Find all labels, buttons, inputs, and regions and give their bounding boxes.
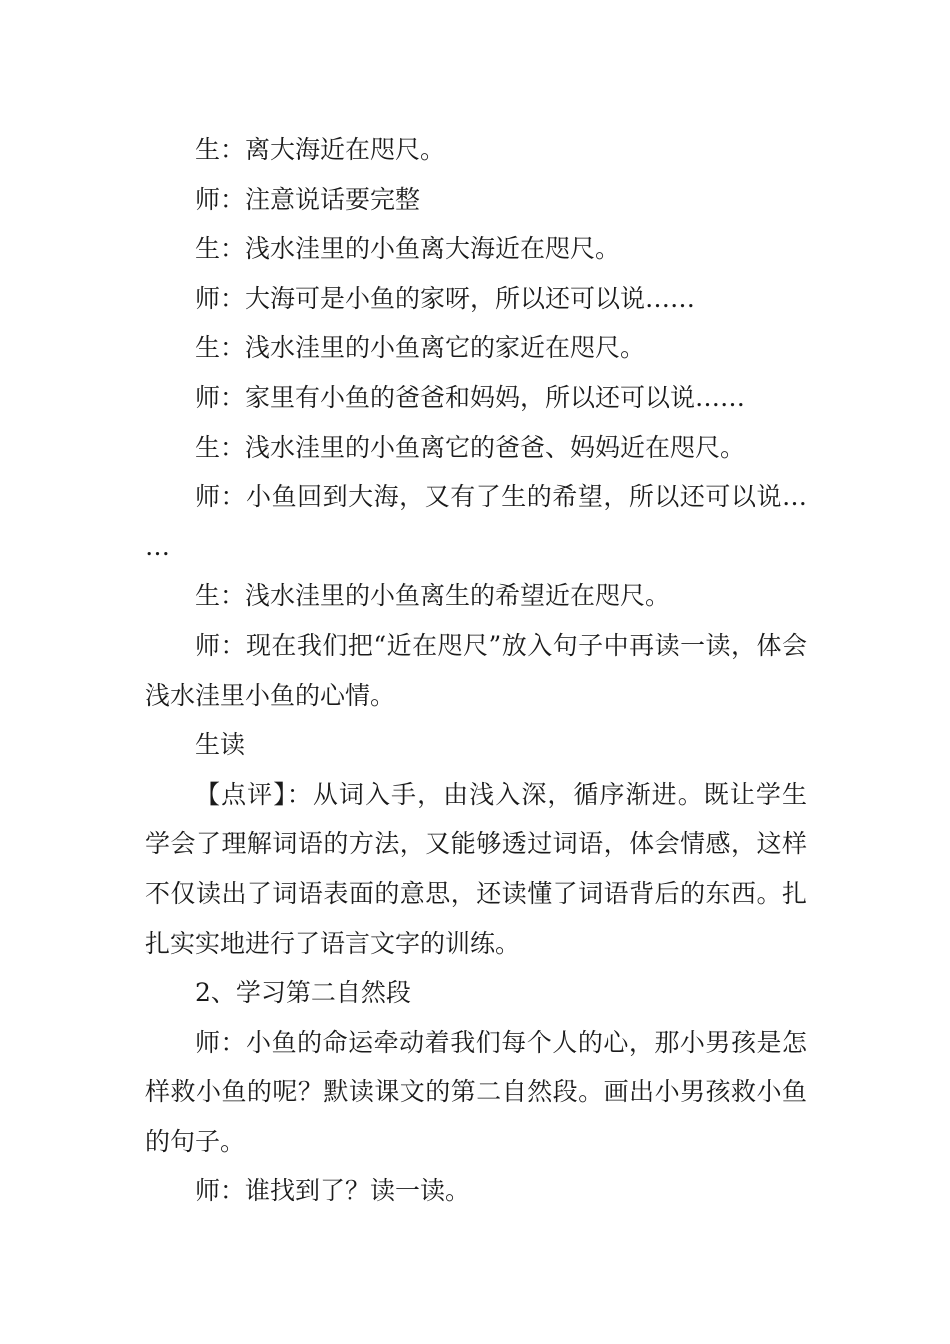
paragraph-student-answer-5: 生：浅水洼里的小鱼离生的希望近在咫尺。: [195, 581, 671, 611]
section-heading-second-paragraph: 2、学习第二自然段: [195, 978, 411, 1008]
paragraph-student-answer-3: 生：浅水洼里的小鱼离它的家近在咫尺。: [195, 333, 646, 363]
paragraph-teacher-prompt-7: 师：谁找到了？读一读。: [195, 1176, 471, 1206]
paragraph-teacher-prompt-5: 师：现在我们把“近在咫尺”放入句子中再读一读，体会浅水洼里小鱼的心情。: [145, 630, 807, 710]
paragraph-student-answer-1: 生：离大海近在咫尺。: [195, 135, 446, 164]
document-body: [145, 125, 807, 1216]
paragraph-student-answer-4: 生：浅水洼里的小鱼离它的爸爸、妈妈近在咫尺。: [195, 432, 746, 462]
paragraph-teacher-prompt-6: 师：小鱼的命运牵动着我们每个人的心，那小男孩是怎样救小鱼的呢？默读课文的第二自然段。画出小男孩救小鱼的句子。: [145, 1027, 807, 1156]
paragraph-teacher-prompt-2: 师：大海可是小鱼的家呀，所以还可以说……: [195, 283, 696, 313]
paragraph-teacher-prompt-3: 师：家里有小鱼的爸爸和妈妈，所以还可以说……: [195, 382, 746, 412]
paragraph-student-reads: 生读: [195, 730, 246, 760]
paragraph-student-answer-2: 生：浅水洼里的小鱼离大海近在咫尺。: [195, 234, 621, 264]
paragraph-commentary: 【点评】：从词入手，由浅入深，循序渐进。既让学生学会了理解词语的方法，又能够透过词语，体会情感，这样不仅读出了词语表面的意思，还读懂了词语背后的东西。扎扎实实地进行了语言文字的训练。: [145, 779, 807, 958]
paragraph-teacher-prompt-4: 师：小鱼回到大海，又有了生的希望，所以还可以说……: [145, 482, 807, 561]
paragraph-teacher-prompt-1: 师：注意说话要完整: [195, 184, 421, 214]
